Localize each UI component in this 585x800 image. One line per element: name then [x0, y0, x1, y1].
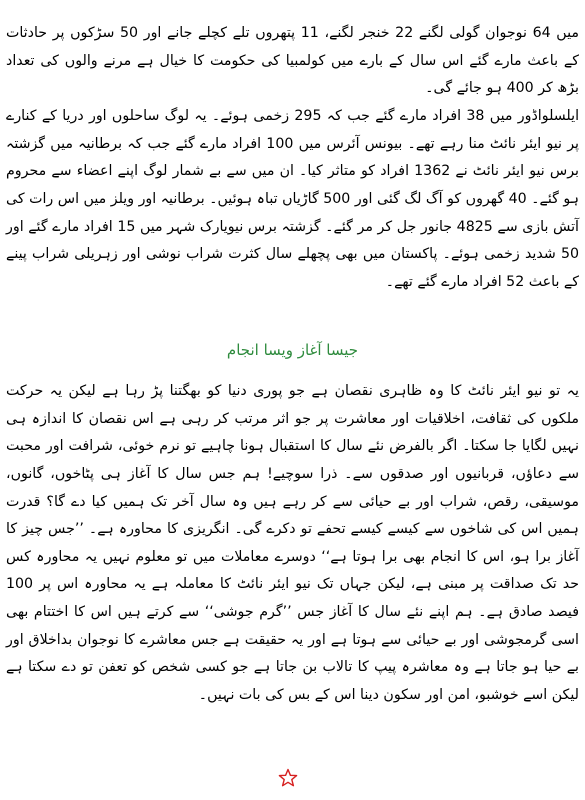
section-heading: جیسا آغاز ویسا انجام: [226, 341, 359, 359]
paragraph-consequences: یہ تو نیو ایئر نائٹ کا وہ ظاہری نقصان ہے جو پوری دنیا کو بھگتنا پڑ رہا ہے لیکن یہ حرکت ملکوں کی ثقافت، اخلاقیات اور معاشرت پر جو اثر مرتب کر رہی ہے اس نقصان کا اندازہ ہی نہیں لگایا جا سکتا۔ اگر بالفرض نئے سال کا استقبال ہونا چاہیے تو نرم خوئی، شرافت اور محبت سے دعاؤں، قربانیوں اور صدقوں سے۔ ذرا سوچیے! ہم جس سال کا آغاز ہی پٹاخوں، گانوں، موسیقی، رقص، شراب اور بے حیائی سے کر رہے ہیں وہ سال آخر تک ہمیں کیا دے گا؟ قدرت ہمیں اس کی شاخوں سے کیسے کیسے تحفے تو دکرے گی۔ انگریزی کا محاورہ ہے۔ ’’جس چیز کا آغاز برا ہو، اس کا انجام بھی برا ہوتا ہے‘‘ دوسرے معاملات میں تو معلوم نہیں یہ محاورہ کس حد تک صداقت پر مبنی ہے، لیکن جہاں تک نیو ایئر نائٹ کا معاملہ ہے یہ محاورہ اس پر 100 فیصد صادق ہے۔ ہم اپنے نئے سال کا آغاز جس ’’گرم جوشی‘‘ سے کرتے ہیں اس کا اختتام بھی اسی گرمجوشی اور بے حیائی سے ہوتا ہے اور یہ حقیقت ہے جس معاشرے کا نوجوان بداخلاق اور بے حیا ہو جاتا ہے وہ معاشرہ پیپ کا تالاب بن جاتا ہے جو کسی شخص کو تعفن تو دے سکتا ہے لیکن اسے خوشبو، امن اور سکون دینا اس کے بس کی بات نہیں۔: [6, 383, 579, 703]
paragraph-casualties-colombia: میں 64 نوجوان گولی لگنے 22 خنجر لگنے، 11 پتھروں تلے کچلے جانے اور 50 سڑکوں پر حادثات کے باعث مارے گئے اس سال کے بارے میں کولمبیا کی حکومت کا خیال ہے مرنے والوں کی تعداد بڑھ کر 400 ہو جائے گی۔: [6, 25, 579, 97]
star-outline-icon: [278, 768, 298, 788]
paragraph-casualties-world: ایلسلواڈور میں 38 افراد مارے گئے جب کہ 295 زخمی ہوئے۔ یہ لوگ ساحلوں اور دریا کے کنارے پر نیو ایئر نائٹ منا رہے تھے۔ بیونس آئرس میں 100 افراد مارے گئے جب کہ برطانیہ میں گزشتہ برس نیو ایئر نائٹ نے 1362 افراد کو متاثر کیا۔ ان میں سے بے شمار لوگ اپنے اعضاء سے محروم ہو گئے۔ 40 گھروں کو آگ لگ گئی اور 500 گاڑیاں تباہ ہوئیں۔ برطانیہ اور ویلز میں اس رات کی آتش بازی سے 4825 جانور جل کر مر گئے۔ گزشتہ برس نیویارک شہر میں 15 افراد مارے گئے اور 50 شدید زخمی ہوئے۔ پاکستان میں بھی پچھلے سال کثرت شراب نوشی اور زہریلی شراب پینے کے باعث 52 افراد مارے گئے تھے۔: [6, 108, 580, 290]
